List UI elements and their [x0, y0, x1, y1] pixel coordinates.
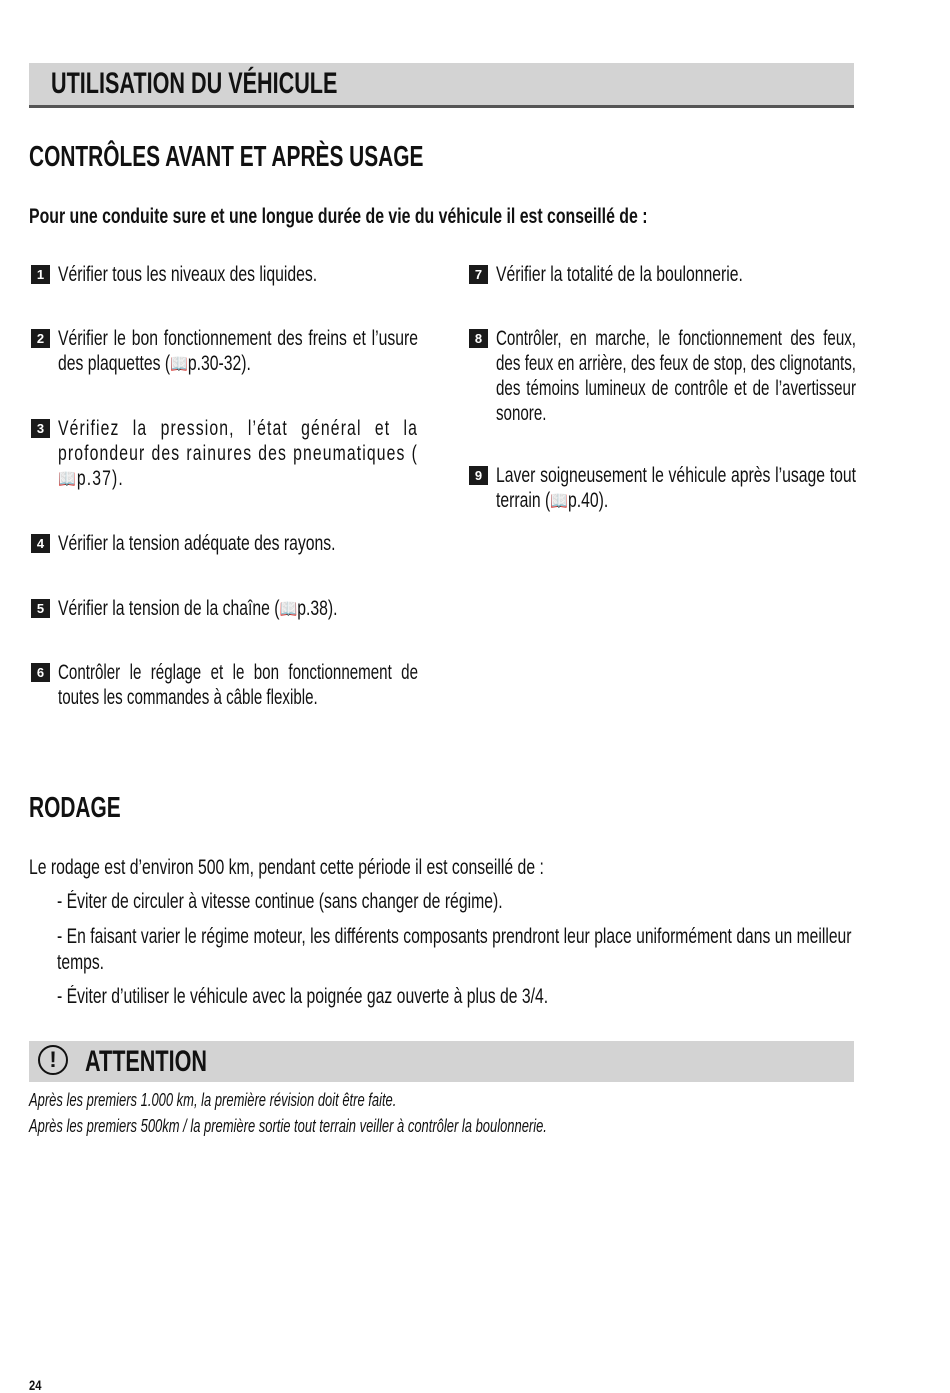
rodage-bullet: - Éviter de circuler à vitesse continue (sans changer de régime).	[57, 890, 503, 913]
item-text: Vérifier le bon fonctionnement des freins et l’usure des plaquettes (📖p.30-32).	[58, 327, 418, 375]
item-text: Contrôler le réglage et le bon fonctionnement de toutes les commandes à câble flexible.	[58, 661, 418, 709]
controles-intro: Pour une conduite sure et une longue durée de vie du véhicule il est conseillé de :	[29, 205, 648, 228]
rodage-intro: Le rodage est d’environ 500 km, pendant cette période il est conseillé de :	[29, 856, 544, 879]
page-number: 24	[29, 1377, 42, 1393]
item-number-badge: 2	[31, 329, 50, 348]
item-text: Laver soigneusement le véhicule après l’usage tout terrain (📖p.40).	[496, 464, 856, 512]
controles-heading: CONTRÔLES AVANT ET APRÈS USAGE	[29, 141, 424, 173]
item-text: Vérifier tous les niveaux des liquides.	[58, 263, 318, 286]
page-reference: p.37	[76, 467, 113, 490]
rodage-bullet: - Éviter d’utiliser le véhicule avec la poignée gaz ouverte à plus de 3/4.	[57, 985, 549, 1008]
page-reference: p.30-32	[187, 352, 242, 375]
item-text: Contrôler, en marche, le fonctionnement des feux, des feux en arrière, des feux de stop, des clignotants, des témoins lumineux de contrôle et de l’avertisseur sonore.	[496, 327, 856, 425]
item-number-badge: 9	[469, 466, 488, 485]
item-number-badge: 8	[469, 329, 488, 348]
book-icon: 📖	[58, 469, 77, 490]
rodage-heading: RODAGE	[29, 792, 121, 824]
rodage-bullet: - En faisant varier le régime moteur, les différents composants prendront leur place uniformément dans un meilleur temps.	[57, 925, 852, 974]
attention-text: Après les premiers 500km / la première sortie tout terrain veiller à contrôler la boulonnerie.	[29, 1116, 547, 1136]
item-text: Vérifier la totalité de la boulonnerie.	[496, 263, 743, 286]
book-icon: 📖	[550, 491, 569, 512]
page-reference: p.38	[297, 597, 328, 620]
item-number-badge: 7	[469, 265, 488, 284]
item-number-badge: 4	[31, 534, 50, 553]
book-icon: 📖	[279, 599, 298, 620]
item-text: Vérifier la tension de la chaîne (📖p.38).	[58, 597, 338, 620]
item-number-badge: 6	[31, 663, 50, 682]
item-number-badge: 5	[31, 599, 50, 618]
exclamation-circle-icon: !	[38, 1045, 68, 1075]
item-number-badge: 1	[31, 265, 50, 284]
attention-title: ATTENTION	[85, 1045, 207, 1078]
item-text: Vérifiez la pression, l’état général et la profondeur des rainures des pneumatiques (📖p.37).	[58, 417, 418, 490]
page-reference: p.40	[568, 489, 599, 512]
book-icon: 📖	[170, 354, 188, 375]
attention-text: Après les premiers 1.000 km, la première révision doit être faite.	[29, 1090, 397, 1110]
item-text: Vérifier la tension adéquate des rayons.	[58, 532, 336, 555]
section-title: UTILISATION DU VÉHICULE	[51, 67, 338, 100]
attention-banner	[29, 1041, 854, 1082]
item-number-badge: 3	[31, 419, 50, 438]
section-header-banner	[29, 63, 854, 108]
